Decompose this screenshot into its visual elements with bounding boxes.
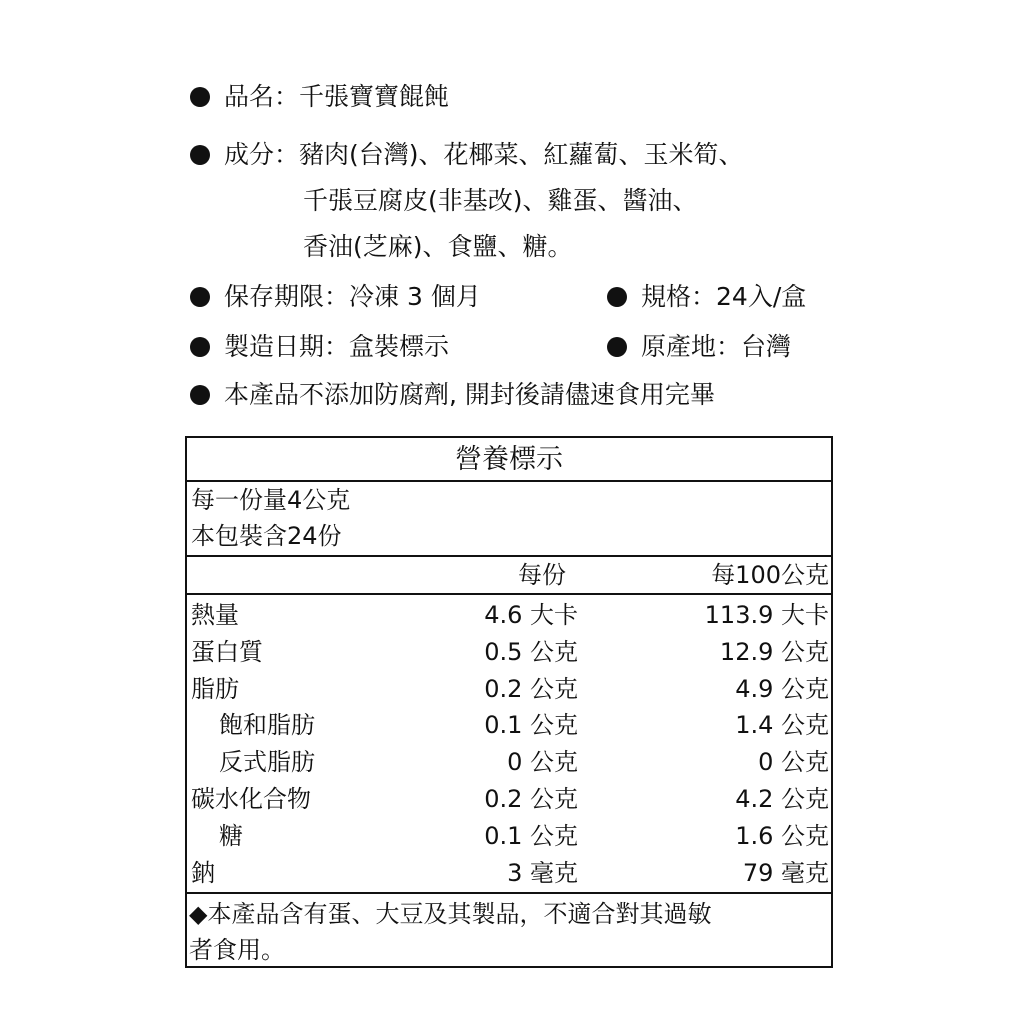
mfg-date-line bbox=[190, 332, 449, 362]
per-100g-value: 1.6 公克 bbox=[735, 821, 829, 850]
per-serving-value: 3 毫克 bbox=[507, 858, 578, 887]
notice-text: 本產品不添加防腐劑, 開封後請儘速食用完畢 bbox=[224, 380, 715, 409]
nutrient-row-fat bbox=[187, 671, 831, 708]
product-name-label: 品名： bbox=[224, 82, 300, 111]
per-serving-value: 0 公克 bbox=[507, 748, 578, 777]
per-serving-value: 4.6 大卡 bbox=[484, 601, 578, 629]
bullet-icon bbox=[190, 87, 210, 107]
spec-label: 規格： bbox=[641, 282, 717, 311]
serving-info bbox=[187, 482, 831, 557]
nutrient-label: 糖 bbox=[219, 821, 243, 850]
per-100g-value: 1.4 公克 bbox=[735, 711, 829, 740]
bullet-icon bbox=[607, 337, 627, 357]
per-serving-value: 0.1 公克 bbox=[484, 711, 578, 740]
per-100g-value: 79 毫克 bbox=[742, 858, 829, 887]
shelf-life-value: 冷凍 3 個月 bbox=[349, 282, 481, 311]
nutrient-label: 碳水化合物 bbox=[191, 784, 311, 813]
nutrient-label: 反式脂肪 bbox=[219, 748, 315, 777]
per-100g-value: 113.9 大卡 bbox=[704, 601, 829, 629]
bullet-icon bbox=[190, 337, 210, 357]
bullet-icon bbox=[190, 287, 210, 307]
origin-value: 台灣 bbox=[741, 332, 792, 361]
bullet-icon bbox=[607, 287, 627, 307]
bullet-icon bbox=[190, 145, 210, 165]
allergen-text: ◆本產品含有蛋、大豆及其製品，不適合對其過敏 bbox=[189, 900, 712, 928]
spec-value: 24入/盒 bbox=[716, 282, 807, 311]
nutrient-label: 熱量 bbox=[191, 601, 239, 629]
nutrient-row-carbohydrate bbox=[187, 781, 831, 818]
nutrition-title: 營養標示 bbox=[187, 438, 831, 482]
per-serving-value: 0.5 公克 bbox=[484, 637, 578, 666]
per-serving-value: 0.2 公克 bbox=[484, 674, 578, 703]
ingredients-text: 香油(芝麻)、食鹽、糖。 bbox=[303, 232, 573, 261]
per-100g-value: 12.9 公克 bbox=[719, 637, 829, 666]
per-serving-value: 0.2 公克 bbox=[484, 784, 578, 813]
product-name-value: 千張寶寶餛飩 bbox=[299, 82, 450, 111]
nutrient-rows bbox=[187, 595, 831, 894]
column-header-per-serving: 每份 bbox=[518, 561, 566, 589]
shelf-life-line bbox=[190, 282, 481, 312]
origin-label: 原產地： bbox=[641, 332, 742, 361]
nutrient-row-saturated-fat bbox=[187, 707, 831, 744]
ingredients-text: 千張豆腐皮(非基改)、雞蛋、醬油、 bbox=[303, 186, 698, 215]
mfg-date-value: 盒裝標示 bbox=[349, 332, 450, 361]
spec-line bbox=[607, 282, 806, 312]
nutrition-table bbox=[185, 436, 833, 968]
ingredients-line bbox=[190, 140, 744, 170]
per-serving-value: 0.1 公克 bbox=[484, 821, 578, 850]
nutrient-label: 脂肪 bbox=[191, 674, 239, 703]
column-header-row bbox=[187, 557, 831, 595]
nutrient-label: 鈉 bbox=[191, 858, 215, 887]
per-100g-value: 4.2 公克 bbox=[735, 784, 829, 813]
serving-size: 每一份量4公克 bbox=[191, 486, 351, 514]
per-100g-value: 0 公克 bbox=[758, 748, 829, 777]
allergen-text: 者食用。 bbox=[189, 936, 285, 964]
origin-line bbox=[607, 332, 791, 362]
shelf-life-label: 保存期限： bbox=[224, 282, 350, 311]
notice-line bbox=[190, 380, 715, 410]
nutrient-label: 飽和脂肪 bbox=[219, 711, 315, 740]
servings-per-pack: 本包裝含24份 bbox=[191, 522, 342, 550]
per-100g-value: 4.9 公克 bbox=[735, 674, 829, 703]
product-name-line bbox=[190, 82, 449, 112]
column-header-per-100g: 每100公克 bbox=[711, 561, 829, 589]
nutrient-row-trans-fat bbox=[187, 744, 831, 781]
ingredients-text: 豬肉(台灣)、花椰菜、紅蘿蔔、玉米筍、 bbox=[299, 140, 744, 169]
nutrient-row-energy bbox=[187, 597, 831, 634]
nutrient-row-sodium bbox=[187, 855, 831, 892]
bullet-icon bbox=[190, 385, 210, 405]
allergen-notice bbox=[187, 894, 831, 968]
nutrient-row-sugar bbox=[187, 818, 831, 855]
nutrient-row-protein bbox=[187, 634, 831, 671]
mfg-date-label: 製造日期： bbox=[224, 332, 350, 361]
ingredients-label: 成分： bbox=[224, 140, 300, 169]
nutrient-label: 蛋白質 bbox=[191, 637, 263, 666]
